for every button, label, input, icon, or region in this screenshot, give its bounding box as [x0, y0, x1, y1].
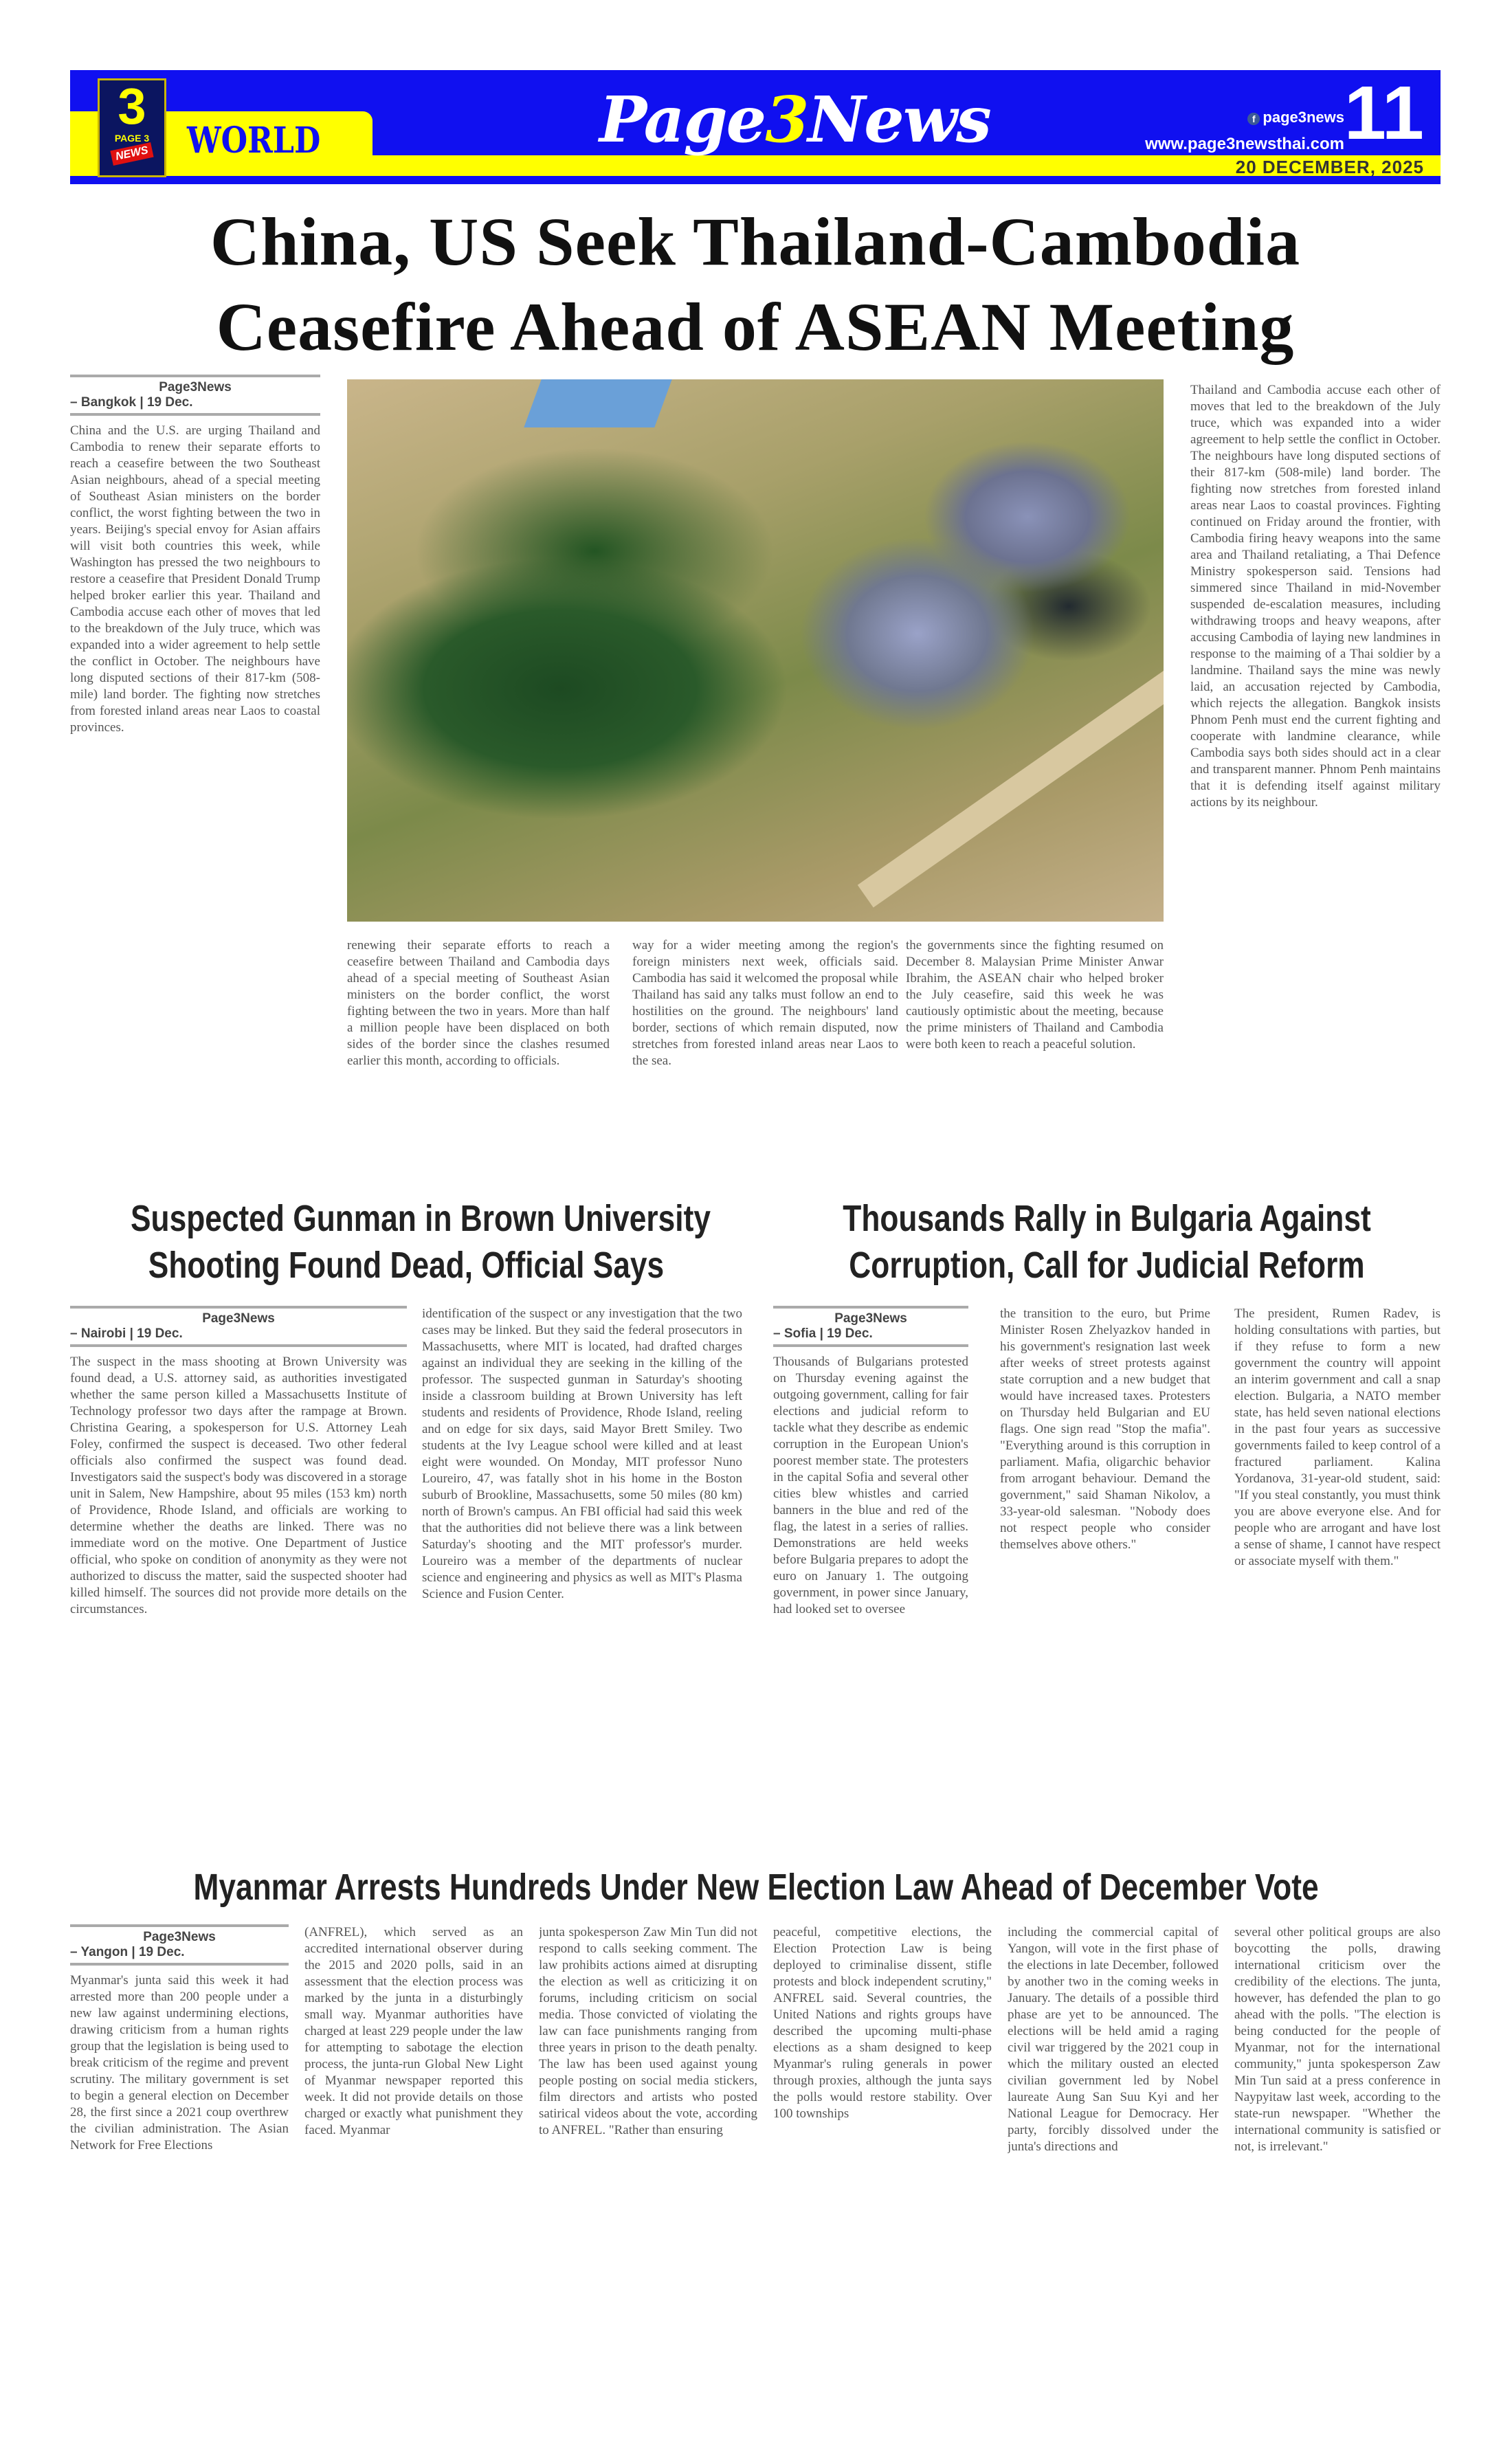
byline-location: – Nairobi | 19 Dec. [70, 1326, 183, 1341]
byline-location: – Yangon | 19 Dec. [70, 1945, 185, 1959]
brand-pre: Page [599, 82, 766, 157]
masthead [70, 70, 1441, 184]
byline [773, 1306, 968, 1347]
byline-location: – Sofia | 19 Dec. [773, 1326, 873, 1341]
byline-source: Page3News [834, 1311, 907, 1326]
website-url: www.page3newsthai.com [1145, 135, 1344, 153]
page-number: 11 [1344, 71, 1424, 155]
lead-photo-border-smoke [347, 379, 1164, 922]
brand-title [599, 82, 990, 157]
logo-badge: NEWS [110, 142, 153, 166]
byline-source: Page3News [143, 1930, 216, 1944]
byline [70, 1306, 407, 1347]
myanmar-column-2: (ANFREL), which served as an accredited international observer during the 2015 and 2020 polls, said in an assessment that the election process was marked by the junta in a disturbingly small way. Myanmar authorities have charged at least 229 people under the law for attempting to sabotage the election process, the junta-run Global New Light of Myanmar newspaper reported this week. It did not provide details on those charged or exactly what punishment they faced. Myanmar [304, 1925, 523, 2137]
issue-date: 20 DECEMBER, 2025 [1235, 157, 1424, 177]
myanmar-headline: Myanmar Arrests Hundreds Under New Election Law Ahead of December Vote [193, 1867, 1319, 1908]
gunman-column-1 [70, 1306, 407, 1849]
myanmar-column-6: several other political groups are also boycotting the polls, drawing international criticism over the credibility of the elections. The junta, however, has defended the plan to go ahead with the polls. "The election is being conducted for the people of Myanmar, not for the international community," junta spokesperson Zaw Min Tun said at a press conference in Naypyitaw last week, according to the state-run newspaper. "Whether the international community is satisfied or not, is irrelevant." [1234, 1925, 1441, 2154]
myanmar-column-1 [70, 1924, 289, 2368]
article-text: The suspect in the mass shooting at Brown University was found dead, a U.S. attorney said, as authorities investigated whether the same person killed a Massachusetts Institute of Technology professor two days after the rampage at Brown. Christina Gearing, a spokesperson for U.S. Attorney Leah Foley, confirmed the suspect is deceased. Two other federal officials also confirmed the suspect was found dead. Investigators said the suspect's body was discovered in a storage unit in Salem, New Hampshire, about 95 miles (153 km) north of Providence, Rhode Island, and officials are working to determine whether the deaths are linked. There was no immediate word on the motive. One Department of Justice official, who spoke on condition of anonymity as they were not authorized to discuss the matter, said the suspected shooter had killed himself. The sources did not provide more details on the circumstances. [70, 1355, 407, 1616]
myanmar-column-4: peaceful, competitive elections, the Election Protection Law is being deployed to criminalise dissent, stifle protests and block independent scrutiny," ANFREL said. Several countries, the United Nations and rights groups have described the upcoming multi-phase elections as a sham designed to keep Myanmar's ruling generals in power through proxies, although the junta says the polls would restore stability. Over 100 townships [773, 1925, 992, 2121]
brand-post: News [808, 82, 990, 157]
bulgaria-headline-line-1: Thousands Rally in Bulgaria Against [843, 1198, 1371, 1239]
bulgaria-headline-line-2: Corruption, Call for Judicial Reform [849, 1245, 1365, 1286]
byline-source: Page3News [202, 1311, 275, 1326]
lead-headline-line-2: Ceasefire Ahead of ASEAN Meeting [216, 289, 1295, 365]
photo-building-roof [524, 379, 671, 427]
lead-column-right: Thailand and Cambodia accuse each other of moves that led to the breakdown of the July truce, which was expanded into a wider agreement to help settle the conflict in October. The neighbours have long disputed sections of their 817-km (508-mile) land border. The fighting now stretches from forested inland areas near Laos to coastal provinces. Fighting continued on Friday around the frontier, with Cambodia firing heavy weapons into the same area and Thailand retaliating, a Thai Defence Ministry spokesperson said. Tensions had simmered since Thailand in mid-November suspended de-escalation measures, including withdrawing troops and heavy weapons, after accusing Cambodia of laying new landmines in response to the maiming of a Thai soldier by a landmine. Thailand says the mine was newly laid, an accusation rejected by Cambodia, which rejects the allegation. Bangkok insists Phnom Penh must end the current fighting and cooperate with landmine clearance, while Cambodia says both sides should act in a clear and transparent manner. Phnom Penh maintains that it is defending itself against military actions by its neighbour. [1190, 383, 1441, 810]
photo-road [858, 649, 1164, 908]
myanmar-column-5: including the commercial capital of Yangon, will vote in the first phase of the elections in late December, followed by another two in the coming weeks in January. The details of a possible third phase are yet to be announced. The elections will be held amid a raging civil war triggered by the 2021 coup in which the military ousted an elected civilian government led by Nobel laureate Aung San Suu Kyi and her National League for Democracy. Her party, forcibly dissolved under the junta's directions and [1008, 1925, 1219, 2154]
gunman-headline [131, 1195, 711, 1289]
lead-column-1 [70, 375, 320, 1186]
bulgaria-headline [833, 1195, 1380, 1289]
myanmar-column-3: junta spokesperson Zaw Min Tun did not respond to calls seeking comment. The law prohibits actions aimed at disrupting the election as well as criticizing it on forums, including criticism on social media. Those convicted of violating the law can face punishments ranging from three years in prison to the death penalty. The law has been used against young people posting on social media stickers, film directors and artists who posted satirical videos about the vote, according to ANFREL. "Rather than ensuring [539, 1925, 757, 2137]
lead-headline [70, 199, 1441, 370]
gunman-headline-line-1: Suspected Gunman in Brown University [131, 1198, 711, 1239]
logo-text: PAGE 3 [114, 133, 150, 144]
article-text: Myanmar's junta said this week it had arrested more than 200 people under a new law against undermining elections, drawing criticism from a human rights group that the legislation is being used to break criticism of the regime and prevent scrutiny. The military government is set to begin a general election on December 28, the first since a 2021 coup overthrew the civilian administration. The Asian Network for Free Elections [70, 1973, 289, 2152]
bulgaria-column-3: The president, Rumen Radev, is holding consultations with parties, but if they refuse to form a new government the country will appoint an interim government and call a snap election. Bulgaria, a NATO member state, has held seven national elections in the past four years as successive governments failed to keep control of a fractured parliament. Kalina Yordanova, 31-year-old student, said: "If you steal constantly, you must think you are above everyone else. And for people who are arrogant and have lost a sense of shame, I cannot have respect or associate myself with them." [1234, 1306, 1441, 1568]
article-text: China and the U.S. are urging Thailand and Cambodia to renew their separate efforts to reach a ceasefire between the two Southeast Asian neighbours, ahead of a special meeting of Southeast Asian ministers on the border conflict, the worst fighting between the two in years. Beijing's special envoy for Asian affairs will visit both countries this week, while Washington has pressed the two neighbours to restore a ceasefire that President Donald Trump helped broker earlier this year. Thailand and Cambodia accuse each other of moves that led to the breakdown of the July truce, which was expanded into a wider agreement to help settle the conflict in October. The neighbours have long disputed sections of their 817-km (508-mile) land border. The fighting now stretches from forested inland areas near Laos to coastal provinces. [70, 423, 320, 735]
gunman-column-2: identification of the suspect or any investigation that the two cases may be linked. But they said the federal prosecutors in Massachusetts, where MIT is located, had drafted charges against an individual they are seeking in the killing of the professor. The suspected gunman in Saturday's shooting inside a classroom building at Brown University has left students and residents of Providence, Rhode Island, reeling and on edge for six days, said Mayor Brett Smiley. Two students at the Ivy League school were killed and at least eight were wounded. On Monday, MIT professor Nuno Loureiro, 47, was fatally shot in his home in the Boston suburb of Brookline, Massachusetts, some 50 miles (80 km) north of Brown's campus. An FBI official had said this week that the authorities did not believe there was a link between Saturday's shooting and the MIT professor's murder. Loureiro was a member of the departments of nuclear science and engineering and physics as well as MIT's Plasma Science and Fusion Center. [422, 1306, 742, 1601]
bulgaria-column-1 [773, 1306, 968, 1849]
logo-number: 3 [118, 78, 146, 135]
facebook-icon: f [1247, 113, 1260, 125]
lead-headline-line-1: China, US Seek Thailand-Cambodia [210, 203, 1301, 280]
article-text: Thousands of Bulgarians protested on Thursday evening against the outgoing government, calling for fair elections and judicial reform to tackle what they describe as endemic corruption in the European Union's poorest member state. The protesters in the capital Sofia and several other cities blew whistles and carried banners in the blue and red of the flag, the latest in a series of rallies. Demonstrations are held weeks before Bulgaria prepares to adopt the euro on January 1. The outgoing government, in power since January, had looked set to oversee [773, 1355, 968, 1616]
page3-logo [98, 78, 166, 177]
gunman-headline-line-2: Shooting Found Dead, Official Says [148, 1245, 665, 1286]
byline-location: – Bangkok | 19 Dec. [70, 395, 193, 410]
bulgaria-column-2: the transition to the euro, but Prime Minister Rosen Zhelyazkov handed in his government's resignation last week after weeks of street protests against state corruption and a new budget that would have increased taxes. Protesters on Thursday held Bulgarian and EU flags. One sign read "Stop the mafia". "Everything around is this corruption in parliament. Mafia, oligarchic behavior from arrogant behaviour. Demand the government," said Shaman Nikolov, a 33-year-old salesman. "Nobody does not respect people who consider themselves above others." [1000, 1306, 1210, 1552]
byline [70, 375, 320, 416]
lead-column-4: the governments since the fighting resumed on December 8. Malaysian Prime Minister Anwar Ibrahim, the ASEAN chair who helped broker the July ceasefire, said this week he was cautiously optimistic about the meeting, because the prime ministers of Thailand and Cambodia were both keen to reach a peaceful solution. [906, 938, 1164, 1051]
byline [70, 1924, 289, 1966]
section-label: WORLD [187, 120, 321, 162]
lead-column-2: renewing their separate efforts to reach a ceasefire between Thailand and Cambodia days ahead of a special meeting of Southeast Asian ministers on the border conflict, the worst fighting between the two in years. More than half a million people have been displaced on both sides of the border since the clashes resumed earlier this month, according to officials. [347, 938, 610, 1068]
lead-column-3: way for a wider meeting among the region's foreign ministers next week, officials said. Cambodia has said it welcomed the proposal while Thailand has said any talks must follow an end to hostilities on the ground. The neighbours' land border, sections of which remain disputed, now stretches from forested inland areas near Laos to the sea. [632, 938, 898, 1068]
brand-number: 3 [765, 82, 808, 157]
facebook-handle [1247, 109, 1344, 126]
byline-source: Page3News [159, 380, 232, 394]
facebook-text: page3news [1263, 109, 1344, 126]
